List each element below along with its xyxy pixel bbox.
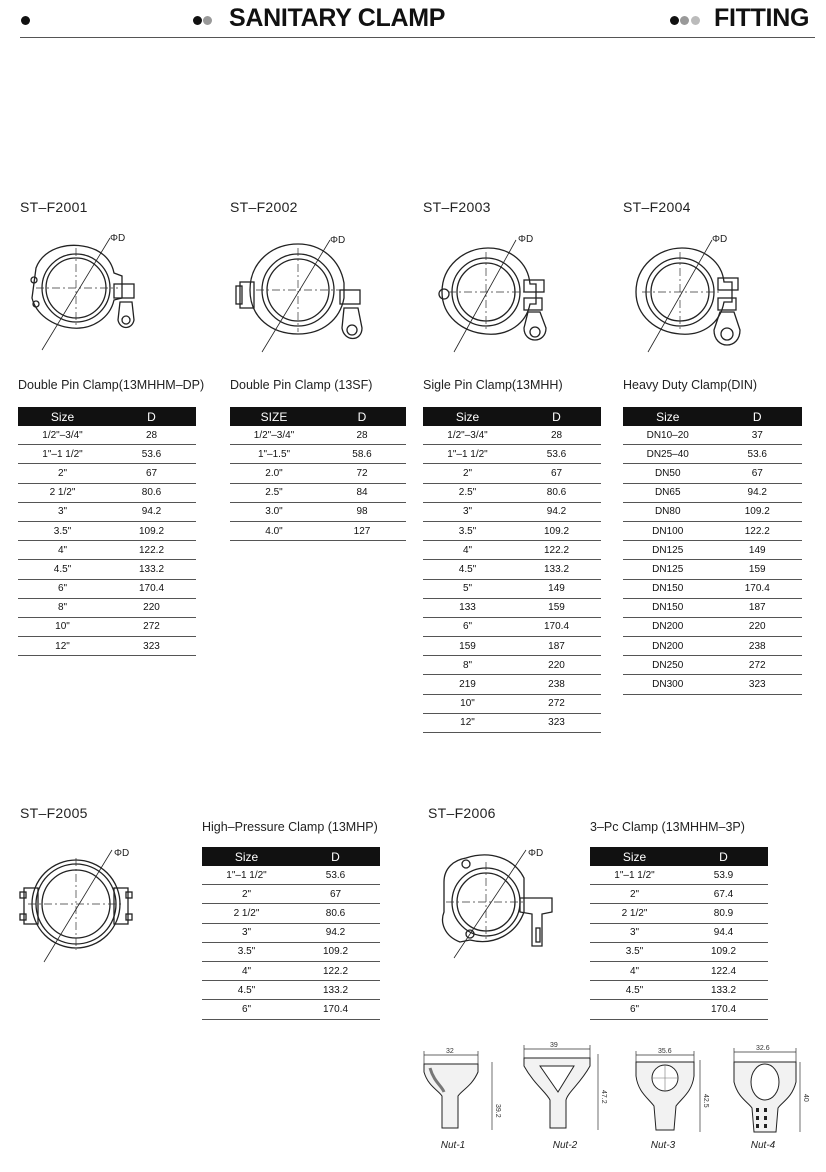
size-cell: DN125	[623, 560, 713, 579]
size-cell: 133	[423, 598, 512, 617]
d-cell: 109.2	[291, 942, 380, 961]
product-code: ST–F2003	[423, 199, 491, 215]
d-cell: 122.4	[679, 961, 768, 980]
nut-3-label: Nut-3	[650, 1140, 676, 1151]
nut-2-height: 47.2	[600, 1090, 607, 1104]
d-cell: 37	[713, 426, 803, 445]
table-row	[18, 560, 196, 579]
size-cell: 4.5"	[423, 560, 512, 579]
product-code: ST–F2001	[20, 199, 88, 215]
size-cell: 1/2"–3/4"	[230, 426, 318, 445]
table-row	[423, 483, 601, 502]
size-cell: 3"	[202, 923, 291, 942]
column-header-d: D	[318, 407, 406, 426]
table-row	[202, 885, 380, 904]
table-row	[202, 1000, 380, 1019]
nut-3-width: 35.6	[658, 1048, 672, 1055]
table-header-row	[18, 407, 196, 426]
table-row	[202, 866, 380, 885]
svg-text:ΦD: ΦD	[114, 848, 130, 859]
size-cell: 3.5"	[18, 521, 107, 540]
d-cell: 53.9	[679, 866, 768, 885]
size-cell: 2"	[423, 464, 512, 483]
d-cell: 323	[713, 675, 803, 694]
size-cell: 219	[423, 675, 512, 694]
table-row	[623, 656, 802, 675]
table-row	[590, 942, 768, 961]
table-row	[18, 541, 196, 560]
size-cell: 159	[423, 637, 512, 656]
d-cell: 80.6	[512, 483, 601, 502]
d-cell: 149	[713, 541, 803, 560]
d-cell: 72	[318, 464, 406, 483]
header-right-dots	[670, 12, 700, 30]
table-row	[18, 521, 196, 540]
clamp-drawing-f2002	[232, 228, 372, 358]
d-cell: 67.4	[679, 885, 768, 904]
d-cell: 122.2	[512, 541, 601, 560]
size-cell: 2 1/2"	[202, 904, 291, 923]
d-cell: 187	[713, 598, 803, 617]
d-cell: 159	[713, 560, 803, 579]
table-row	[423, 464, 601, 483]
table-row	[623, 579, 802, 598]
svg-text:ΦD: ΦD	[110, 233, 126, 244]
column-header-size: Size	[202, 847, 291, 866]
product-name: Heavy Duty Clamp(DIN)	[623, 378, 758, 392]
table-row	[423, 426, 601, 445]
size-cell: 3"	[18, 502, 107, 521]
spec-table-f2005	[202, 847, 380, 1020]
spec-table-f2004	[623, 407, 802, 695]
header-left-dots	[193, 12, 212, 30]
size-cell: DN25–40	[623, 445, 713, 464]
d-cell: 67	[512, 464, 601, 483]
size-cell: 2"	[18, 464, 107, 483]
d-cell: 94.4	[679, 923, 768, 942]
size-cell: 12"	[423, 713, 512, 732]
table-header-row	[590, 847, 768, 866]
table-row	[230, 445, 406, 464]
d-cell: 133.2	[679, 981, 768, 1000]
d-cell: 28	[512, 426, 601, 445]
size-cell: 3.0"	[230, 502, 318, 521]
d-cell: 187	[512, 637, 601, 656]
product-name: 3–Pc Clamp (13MHHM–3P)	[590, 820, 745, 834]
d-cell: 109.2	[713, 502, 803, 521]
table-row	[623, 541, 802, 560]
table-row	[18, 637, 196, 656]
nut-2-drawing	[514, 1040, 614, 1138]
table-row	[590, 981, 768, 1000]
size-cell: 3.5"	[202, 942, 291, 961]
d-cell: 149	[512, 579, 601, 598]
table-row	[623, 637, 802, 656]
table-header-row	[423, 407, 601, 426]
product-name: Double Pin Clamp(13MHHM–DP)	[18, 378, 205, 392]
d-cell: 109.2	[107, 521, 196, 540]
d-cell: 127	[318, 521, 406, 540]
size-cell: 5"	[423, 579, 512, 598]
d-cell: 238	[512, 675, 601, 694]
nut-4-label: Nut-4	[750, 1140, 776, 1151]
nut-2-width: 39	[550, 1042, 558, 1049]
d-cell: 67	[291, 885, 380, 904]
d-cell: 80.9	[679, 904, 768, 923]
svg-text:ΦD: ΦD	[518, 234, 534, 245]
size-cell: 3"	[590, 923, 679, 942]
d-cell: 109.2	[512, 521, 601, 540]
size-cell: 2 1/2"	[18, 483, 107, 502]
table-row	[423, 579, 601, 598]
size-cell: 2"	[202, 885, 291, 904]
clamp-drawing-f2006	[430, 842, 565, 967]
table-row	[623, 617, 802, 636]
table-header-row	[202, 847, 380, 866]
size-cell: 4"	[423, 541, 512, 560]
table-row	[423, 445, 601, 464]
d-cell: 53.6	[107, 445, 196, 464]
table-row	[423, 502, 601, 521]
size-cell: 2 1/2"	[590, 904, 679, 923]
table-row	[423, 617, 601, 636]
d-cell: 122.2	[713, 521, 803, 540]
column-header-d: D	[679, 847, 768, 866]
table-row	[423, 598, 601, 617]
column-header-size: SIZE	[230, 407, 318, 426]
size-cell: 4.5"	[202, 981, 291, 1000]
d-cell: 133.2	[291, 981, 380, 1000]
size-cell: 6"	[202, 1000, 291, 1019]
size-cell: 4.0"	[230, 521, 318, 540]
size-cell: DN50	[623, 464, 713, 483]
table-header-row	[230, 407, 406, 426]
product-code: ST–F2005	[20, 805, 88, 821]
table-row	[623, 445, 802, 464]
page-section-title: FITTING	[714, 4, 810, 32]
table-row	[18, 464, 196, 483]
table-row	[590, 961, 768, 980]
table-row	[202, 923, 380, 942]
header-divider	[20, 37, 815, 38]
size-cell: 12"	[18, 637, 107, 656]
table-row	[230, 426, 406, 445]
table-row	[202, 961, 380, 980]
d-cell: 133.2	[512, 560, 601, 579]
svg-text:ΦD: ΦD	[330, 235, 346, 246]
d-cell: 67	[107, 464, 196, 483]
size-cell: 8"	[423, 656, 512, 675]
svg-text:ΦD: ΦD	[528, 848, 544, 859]
table-row	[18, 617, 196, 636]
d-cell: 94.2	[107, 502, 196, 521]
spec-table-f2002	[230, 407, 406, 541]
size-cell: DN80	[623, 502, 713, 521]
table-row	[590, 923, 768, 942]
size-cell: 2"	[590, 885, 679, 904]
nut-1-width: 32	[446, 1048, 454, 1055]
nut-2-label: Nut-2	[552, 1140, 578, 1151]
d-cell: 94.2	[512, 502, 601, 521]
clamp-drawing-f2005	[18, 842, 148, 967]
d-cell: 122.2	[107, 541, 196, 560]
size-cell: 1"–1 1/2"	[18, 445, 107, 464]
d-cell: 238	[713, 637, 803, 656]
size-cell: 1"–1 1/2"	[423, 445, 512, 464]
spec-table-f2003	[423, 407, 601, 733]
d-cell: 159	[512, 598, 601, 617]
table-row	[623, 464, 802, 483]
nut-1-drawing	[412, 1046, 502, 1138]
table-row	[230, 521, 406, 540]
d-cell: 170.4	[107, 579, 196, 598]
size-cell: DN65	[623, 483, 713, 502]
clamp-drawing-f2001	[14, 228, 149, 358]
size-cell: 4.5"	[18, 560, 107, 579]
size-cell: 6"	[423, 617, 512, 636]
d-cell: 122.2	[291, 961, 380, 980]
size-cell: DN125	[623, 541, 713, 560]
d-cell: 220	[512, 656, 601, 675]
size-cell: 1"–1.5"	[230, 445, 318, 464]
d-cell: 28	[107, 426, 196, 445]
table-row	[623, 521, 802, 540]
size-cell: 4"	[202, 961, 291, 980]
product-code: ST–F2006	[428, 805, 496, 821]
d-cell: 58.6	[318, 445, 406, 464]
column-header-d: D	[291, 847, 380, 866]
size-cell: 10"	[423, 694, 512, 713]
table-row	[230, 502, 406, 521]
d-cell: 53.6	[512, 445, 601, 464]
d-cell: 84	[318, 483, 406, 502]
table-row	[590, 885, 768, 904]
d-cell: 98	[318, 502, 406, 521]
d-cell: 28	[318, 426, 406, 445]
size-cell: DN10–20	[623, 426, 713, 445]
column-header-d: D	[713, 407, 803, 426]
d-cell: 94.2	[713, 483, 803, 502]
table-row	[590, 1000, 768, 1019]
product-name: Double Pin Clamp (13SF)	[230, 378, 373, 392]
table-row	[623, 675, 802, 694]
table-row	[202, 942, 380, 961]
d-cell: 220	[107, 598, 196, 617]
table-row	[18, 598, 196, 617]
table-row	[423, 675, 601, 694]
spec-table-f2001	[18, 407, 196, 656]
size-cell: 1/2"–3/4"	[18, 426, 107, 445]
d-cell: 53.6	[291, 866, 380, 885]
nut-3-height: 42.5	[702, 1094, 709, 1108]
page-title: SANITARY CLAMP	[229, 4, 446, 32]
spec-table-f2006	[590, 847, 768, 1020]
d-cell: 67	[713, 464, 803, 483]
size-cell: 8"	[18, 598, 107, 617]
size-cell: 4.5"	[590, 981, 679, 1000]
size-cell: 3.5"	[423, 521, 512, 540]
d-cell: 170.4	[291, 1000, 380, 1019]
clamp-drawing-f2003	[424, 228, 559, 358]
product-code: ST–F2004	[623, 199, 691, 215]
nut-4-height: 40	[802, 1094, 809, 1102]
size-cell: 3"	[423, 502, 512, 521]
d-cell: 53.6	[713, 445, 803, 464]
table-row	[423, 560, 601, 579]
size-cell: 2.5"	[423, 483, 512, 502]
product-code: ST–F2002	[230, 199, 298, 215]
table-row	[230, 464, 406, 483]
nut-4-drawing	[726, 1042, 816, 1138]
table-row	[623, 502, 802, 521]
size-cell: 2.0"	[230, 464, 318, 483]
table-row	[202, 981, 380, 1000]
size-cell: DN100	[623, 521, 713, 540]
size-cell: 6"	[18, 579, 107, 598]
size-cell: 3.5"	[590, 942, 679, 961]
size-cell: DN150	[623, 598, 713, 617]
d-cell: 323	[107, 637, 196, 656]
svg-text:ΦD: ΦD	[712, 234, 728, 245]
table-row	[623, 598, 802, 617]
d-cell: 170.4	[713, 579, 803, 598]
table-row	[18, 483, 196, 502]
size-cell: 10"	[18, 617, 107, 636]
nut-4-width: 32.6	[756, 1045, 770, 1052]
size-cell: 6"	[590, 1000, 679, 1019]
d-cell: 109.2	[679, 942, 768, 961]
table-header-row	[623, 407, 802, 426]
table-row	[18, 502, 196, 521]
size-cell: 1"–1 1/2"	[590, 866, 679, 885]
size-cell: 1/2"–3/4"	[423, 426, 512, 445]
table-row	[423, 541, 601, 560]
table-row	[590, 866, 768, 885]
d-cell: 220	[713, 617, 803, 636]
d-cell: 272	[107, 617, 196, 636]
table-row	[423, 713, 601, 732]
nut-3-drawing	[626, 1042, 716, 1138]
d-cell: 272	[713, 656, 803, 675]
header-left-bullet	[21, 12, 30, 30]
table-row	[18, 426, 196, 445]
size-cell: 1"–1 1/2"	[202, 866, 291, 885]
column-header-d: D	[107, 407, 196, 426]
d-cell: 323	[512, 713, 601, 732]
clamp-drawing-f2004	[620, 228, 755, 358]
table-row	[202, 904, 380, 923]
table-row	[18, 445, 196, 464]
column-header-size: Size	[623, 407, 713, 426]
d-cell: 80.6	[107, 483, 196, 502]
table-row	[623, 560, 802, 579]
table-row	[423, 521, 601, 540]
size-cell: 2.5"	[230, 483, 318, 502]
d-cell: 170.4	[512, 617, 601, 636]
product-name: High–Pressure Clamp (13MHP)	[202, 820, 378, 834]
table-row	[423, 637, 601, 656]
table-row	[18, 579, 196, 598]
d-cell: 80.6	[291, 904, 380, 923]
d-cell: 272	[512, 694, 601, 713]
table-row	[423, 656, 601, 675]
nut-1-label: Nut-1	[440, 1140, 466, 1151]
d-cell: 133.2	[107, 560, 196, 579]
size-cell: DN200	[623, 617, 713, 636]
column-header-d: D	[512, 407, 601, 426]
table-row	[623, 426, 802, 445]
size-cell: DN200	[623, 637, 713, 656]
column-header-size: Size	[590, 847, 679, 866]
size-cell: DN300	[623, 675, 713, 694]
column-header-size: Size	[18, 407, 107, 426]
table-row	[423, 694, 601, 713]
size-cell: DN150	[623, 579, 713, 598]
table-row	[230, 483, 406, 502]
table-row	[623, 483, 802, 502]
size-cell: 4"	[590, 961, 679, 980]
size-cell: DN250	[623, 656, 713, 675]
size-cell: 4"	[18, 541, 107, 560]
column-header-size: Size	[423, 407, 512, 426]
nut-1-height: 39.2	[494, 1104, 501, 1118]
d-cell: 170.4	[679, 1000, 768, 1019]
d-cell: 94.2	[291, 923, 380, 942]
table-row	[590, 904, 768, 923]
product-name: Sigle Pin Clamp(13MHH)	[423, 378, 563, 392]
